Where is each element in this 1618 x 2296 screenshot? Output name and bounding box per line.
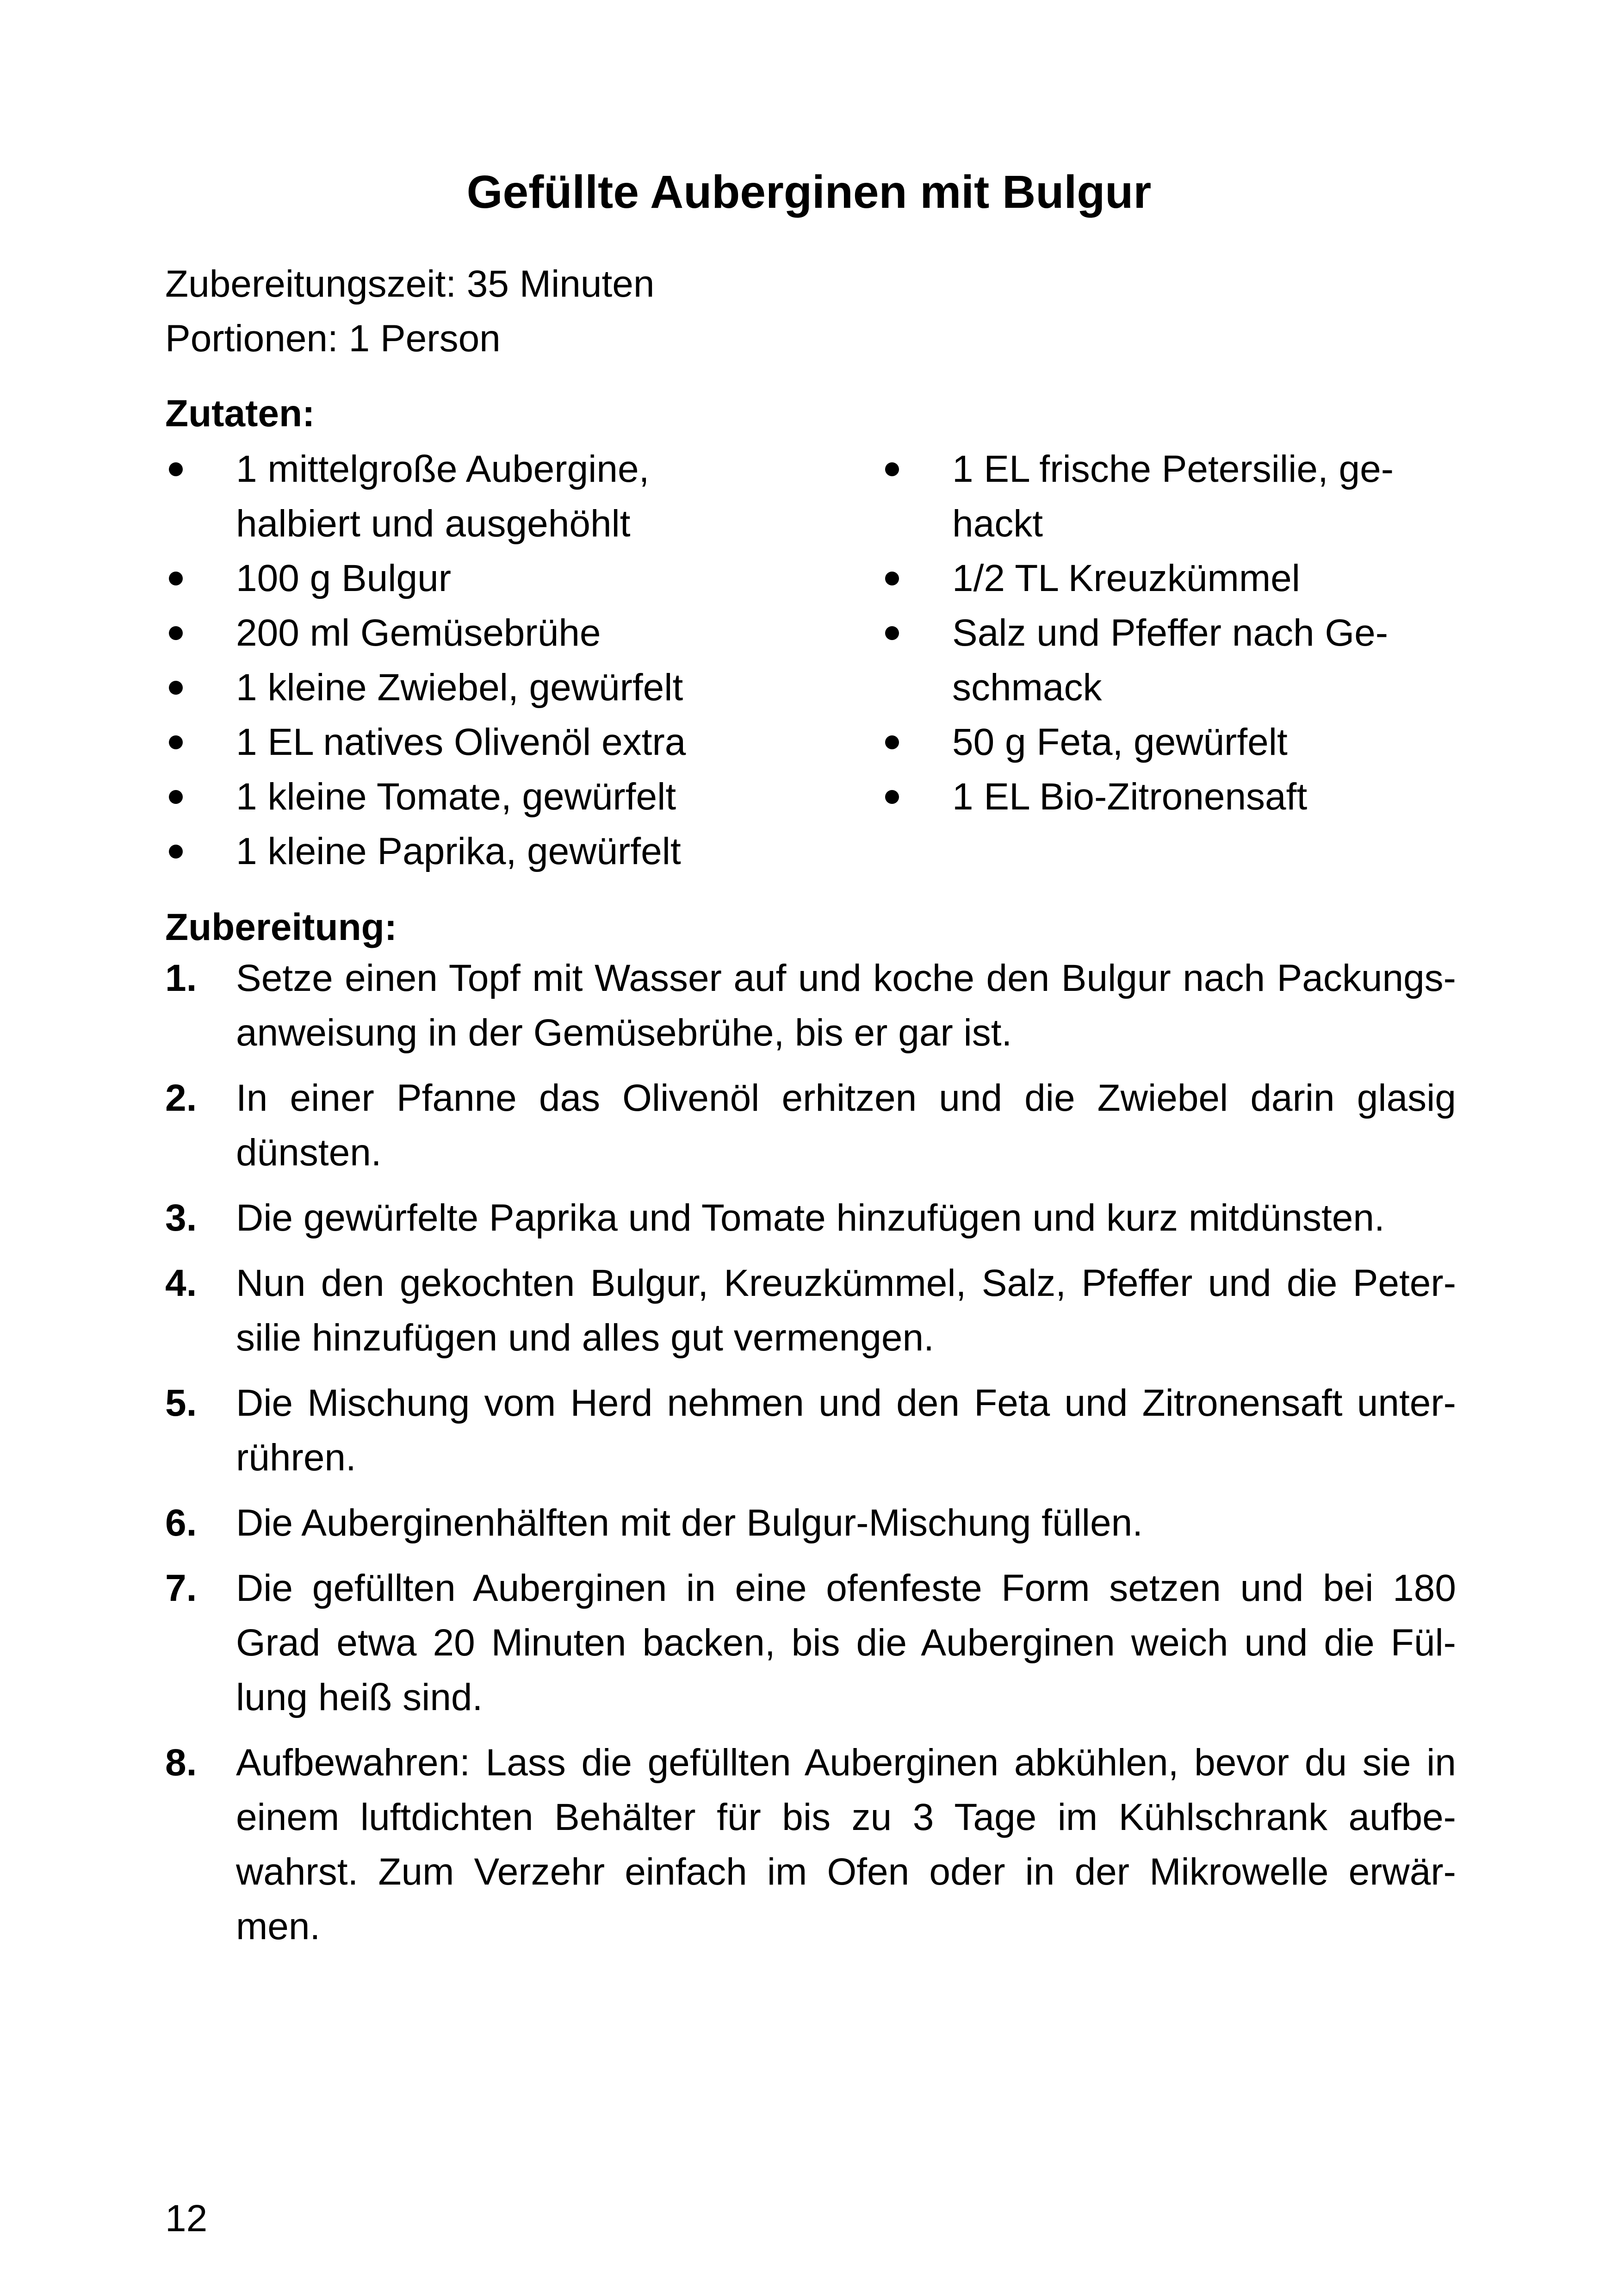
step-text: Die gewürfelte Paprika und Tomate hinzufügen und kurz mitdünsten. xyxy=(236,1197,1385,1239)
preparation-step xyxy=(165,1736,1456,1954)
step-text: dünsten. xyxy=(236,1132,382,1174)
bullet-icon xyxy=(169,681,183,695)
step-number: 5. xyxy=(165,1382,197,1424)
ingredient-item xyxy=(165,551,813,606)
step-number: 4. xyxy=(165,1262,197,1304)
recipe-meta xyxy=(165,257,655,366)
ingredient-item xyxy=(881,551,1460,606)
bullet-icon xyxy=(169,845,183,859)
step-text: anweisung in der Gemüsebrühe, bis er gar ist. xyxy=(236,1012,1012,1054)
step-text: wahrst. Zum Verzehr einfach im Ofen oder in der Mikrowelle erwär- xyxy=(236,1851,1456,1893)
ingredient-text: hackt xyxy=(952,503,1043,545)
preparation-step xyxy=(165,951,1456,1060)
bullet-icon xyxy=(885,626,899,640)
ingredient-text: 1 EL Bio-Zitronensaft xyxy=(952,776,1308,818)
step-text: men. xyxy=(236,1905,321,1948)
preparation-step xyxy=(165,1256,1456,1365)
step-text: lung heiß sind. xyxy=(236,1676,483,1718)
ingredient-item xyxy=(165,770,813,824)
preparation-step xyxy=(165,1191,1456,1245)
step-text: Setze einen Topf mit Wasser auf und koche den Bulgur nach Packungs- xyxy=(236,957,1456,999)
ingredient-text: 50 g Feta, gewürfelt xyxy=(952,721,1288,763)
step-number: 3. xyxy=(165,1197,197,1239)
bullet-icon xyxy=(885,462,899,476)
ingredient-item xyxy=(881,715,1460,770)
bullet-icon xyxy=(169,790,183,804)
ingredients-list-right xyxy=(881,442,1460,824)
step-text: Die Mischung vom Herd nehmen und den Feta und Zitronensaft unter- xyxy=(236,1382,1456,1424)
step-text: Aufbewahren: Lass die gefüllten Auberginen abkühlen, bevor du sie in xyxy=(236,1742,1456,1784)
ingredients-heading: Zutaten: xyxy=(165,392,315,435)
preparation-steps xyxy=(165,951,1456,1965)
step-number: 6. xyxy=(165,1502,197,1544)
ingredient-text: 1 kleine Tomate, gewürfelt xyxy=(236,776,676,818)
ingredient-item xyxy=(165,660,813,715)
step-text: einem luftdichten Behälter für bis zu 3 Tage im Kühlschrank aufbe- xyxy=(236,1796,1456,1838)
ingredient-item xyxy=(881,442,1460,551)
preparation-step xyxy=(165,1496,1456,1550)
bullet-icon xyxy=(169,626,183,640)
ingredient-item xyxy=(165,715,813,770)
ingredient-item xyxy=(165,824,813,879)
ingredient-text: 100 g Bulgur xyxy=(236,557,452,599)
step-text: Grad etwa 20 Minuten backen, bis die Auberginen weich und die Fül- xyxy=(236,1622,1456,1664)
preparation-step xyxy=(165,1376,1456,1485)
step-number: 1. xyxy=(165,957,197,999)
preparation-heading: Zubereitung: xyxy=(165,906,397,948)
step-number: 7. xyxy=(165,1567,197,1609)
ingredient-item xyxy=(881,770,1460,824)
ingredient-text: halbiert und ausgehöhlt xyxy=(236,503,631,545)
bullet-icon xyxy=(169,735,183,749)
ingredient-item xyxy=(165,606,813,660)
step-text: Die Auberginenhälften mit der Bulgur-Mischung füllen. xyxy=(236,1502,1143,1544)
bullet-icon xyxy=(885,735,899,749)
ingredient-text: 1 EL natives Olivenöl extra xyxy=(236,721,686,763)
recipe-title: Gefüllte Auberginen mit Bulgur xyxy=(466,166,1152,218)
bullet-icon xyxy=(169,462,183,476)
bullet-icon xyxy=(885,790,899,804)
preparation-step xyxy=(165,1071,1456,1180)
ingredient-item xyxy=(165,442,813,551)
ingredient-text: 1 kleine Zwiebel, gewürfelt xyxy=(236,666,683,709)
bullet-icon xyxy=(169,572,183,585)
step-number: 2. xyxy=(165,1077,197,1119)
page-number: 12 xyxy=(165,2197,208,2240)
step-text: In einer Pfanne das Olivenöl erhitzen und die Zwiebel darin glasig xyxy=(236,1077,1456,1119)
servings: Portionen: 1 Person xyxy=(165,317,501,360)
ingredient-text: 1 kleine Paprika, gewürfelt xyxy=(236,830,681,872)
prep-time: Zubereitungszeit: 35 Minuten xyxy=(165,263,655,305)
ingredient-text: 1 mittelgroße Aubergine, xyxy=(236,448,650,490)
preparation-step xyxy=(165,1561,1456,1725)
ingredient-text: schmack xyxy=(952,666,1102,709)
step-text: Die gefüllten Auberginen in eine ofenfeste Form setzen und bei 180 xyxy=(236,1567,1456,1609)
ingredient-text: Salz und Pfeffer nach Ge- xyxy=(952,612,1389,654)
ingredient-text: 1/2 TL Kreuzkümmel xyxy=(952,557,1300,599)
step-text: Nun den gekochten Bulgur, Kreuzkümmel, Salz, Pfeffer und die Peter- xyxy=(236,1262,1456,1304)
ingredient-item xyxy=(881,606,1460,715)
ingredient-text: 200 ml Gemüsebrühe xyxy=(236,612,601,654)
step-number: 8. xyxy=(165,1742,197,1784)
step-text: rühren. xyxy=(236,1437,356,1479)
ingredient-text: 1 EL frische Petersilie, ge- xyxy=(952,448,1394,490)
step-text: silie hinzufügen und alles gut vermengen. xyxy=(236,1317,934,1359)
ingredients-list-left xyxy=(165,442,813,879)
bullet-icon xyxy=(885,572,899,585)
